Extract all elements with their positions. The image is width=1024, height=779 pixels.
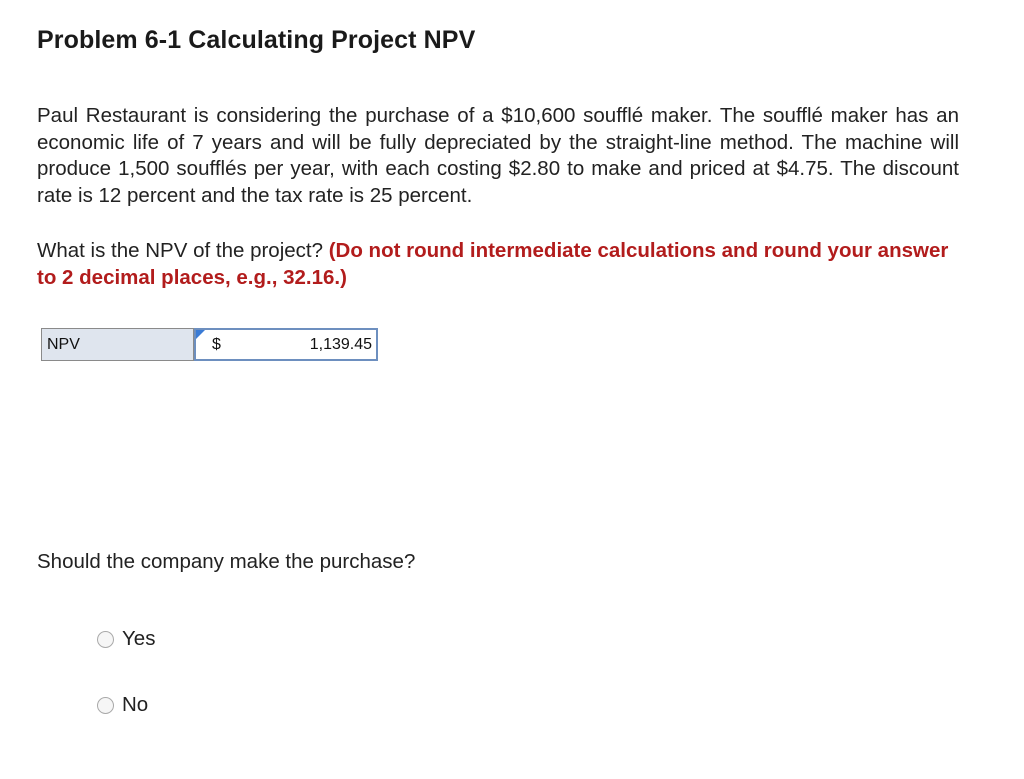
option-no[interactable] [97,693,148,717]
answer-marker-icon [196,330,205,339]
radio-button-yes[interactable] [97,631,114,648]
npv-answer-value: 1,139.45 [309,336,372,353]
question-text: What is the NPV of the project? [37,239,329,262]
npv-answer-table [41,328,378,361]
option-yes[interactable] [97,627,155,651]
purchase-question: Should the company make the purchase? [37,550,416,573]
option-yes-label: Yes [122,627,156,650]
npv-question [37,237,959,291]
radio-button-no[interactable] [97,697,114,714]
npv-label: NPV [47,335,80,353]
option-no-label: No [122,693,149,716]
currency-symbol: $ [212,336,221,353]
rounding-instruction: (Do not round intermediate calculations and round your answer to 2 decimal places, e.g., 32.16.) [37,239,949,289]
problem-statement: Paul Restaurant is considering the purchase of a $10,600 soufflé maker. The soufflé maker has an economic life of 7 years and will be fully depreciated by the straight-line method. The machine will produce 1,500 soufflés per year, with each costing $2.80 to make and priced at $4.75. The discount rate is 12 percent and the tax rate is 25 percent. [37,104,959,207]
npv-answer-input[interactable] [194,328,378,361]
problem-title: Problem 6-1 Calculating Project NPV [37,26,476,54]
npv-label-cell [41,328,194,361]
